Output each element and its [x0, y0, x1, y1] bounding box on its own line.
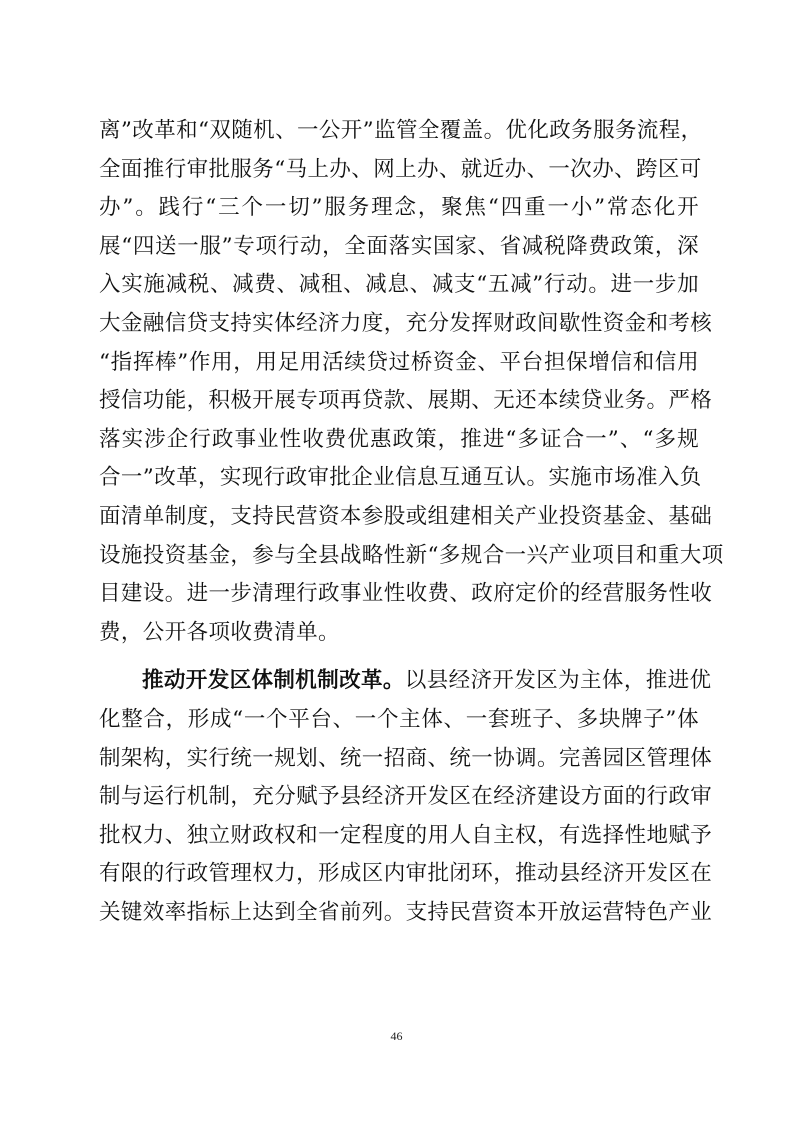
text-line: 设施投资基金，参与全县战略性新“多规合一兴产业项目和重大项	[99, 542, 724, 568]
text-line: 入实施减税、减费、减租、减息、减支“五减”行动。进一步加	[99, 272, 699, 298]
text-line: 化整合，形成“一个平台、一个主体、一套班子、多块牌子”体	[99, 706, 699, 732]
text-line: 制架构，实行统一规划、统一招商、统一协调。完善园区管理体	[99, 745, 713, 771]
paragraph-development-zone-reform	[99, 662, 713, 932]
text-line: 大金融信贷支持实体经济力度，充分发挥财政间歇性资金和考核	[99, 310, 713, 336]
text-line: 展“四送一服”专项行动，全面落实国家、省减税降费政策，深	[99, 233, 699, 259]
text-line: 落实涉企行政事业性收费优惠政策，推进“多证合一”、“多规	[99, 426, 699, 452]
text-line: 批权力、独立财政权和一定程度的用人自主权，有选择性地赋予	[99, 822, 713, 848]
text-line: 制与运行机制，充分赋予县经济开发区在经济建设方面的行政审	[99, 784, 713, 810]
text-line: 有限的行政管理权力，形成区内审批闭环，推动县经济开发区在	[99, 861, 713, 887]
text-line: 面清单制度，支持民营资本参股或组建相关产业投资基金、基础	[99, 503, 713, 529]
text-line: “指挥棒”作用，用足用活续贷过桥资金、平台担保增信和信用	[99, 349, 699, 375]
text-line-first	[99, 662, 712, 701]
text-line: 授信功能，积极开展专项再贷款、展期、无还本续贷业务。严格	[99, 388, 713, 414]
page-number: 46	[390, 1029, 403, 1043]
text-line: 办”。践行“三个一切”服务理念，聚焦“四重一小”常态化开	[99, 195, 699, 221]
document-body	[99, 112, 724, 932]
heading-continuation: 以县经济开发区为主体，推进优	[404, 668, 712, 694]
text-line: 关键效率指标上达到全省前列。支持民营资本开放运营特色产业	[99, 899, 713, 925]
text-line: 目建设。进一步清理行政事业性收费、政府定价的经营服务性收	[99, 581, 713, 607]
text-line: 离”改革和“双随机、一公开”监管全覆盖。优化政务服务流程，	[99, 118, 703, 143]
text-line: 全面推行审批服务“马上办、网上办、就近办、一次办、跨区可	[99, 156, 702, 182]
text-line: 合一”改革，实现行政审批企业信息互通互认。实施市场准入负	[99, 465, 702, 491]
paragraph-reform-services	[99, 112, 724, 652]
section-heading: 推动开发区体制机制改革。	[142, 668, 405, 694]
text-line: 费，公开各项收费清单。	[99, 619, 340, 645]
